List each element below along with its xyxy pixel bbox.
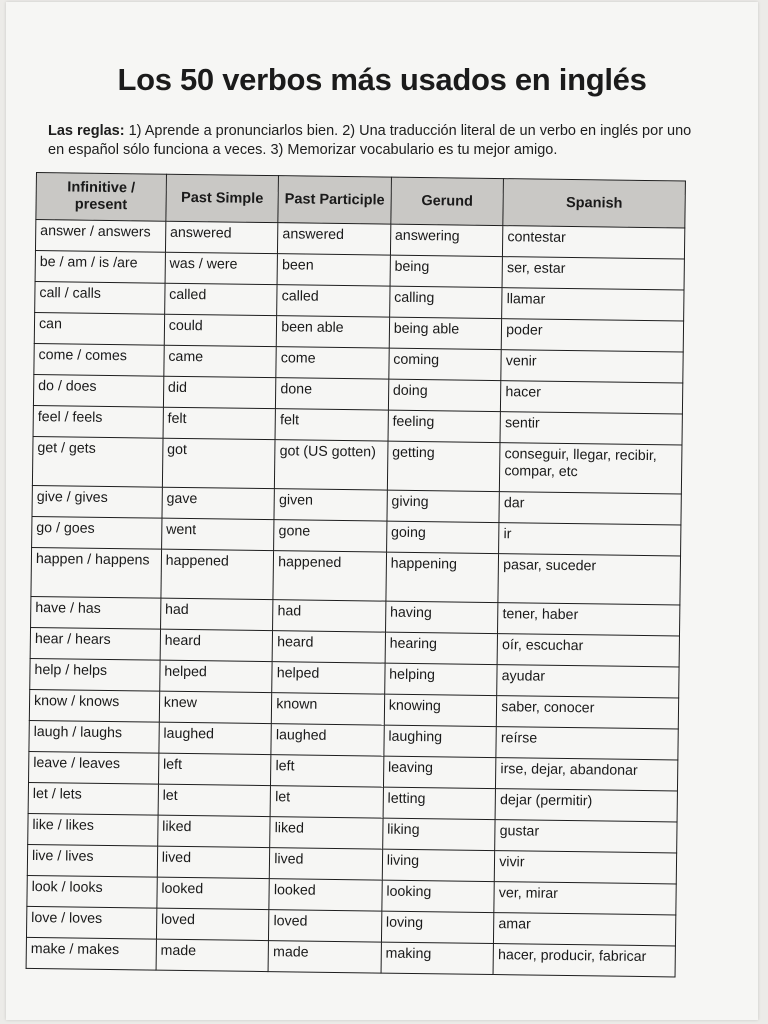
cell-past-simple: was / were [165,252,278,284]
cell-infinitive: be / am / is /are [35,250,165,283]
cell-infinitive: can [34,312,164,345]
cell-infinitive: make / makes [26,937,156,970]
cell-past-participle: gone [274,520,387,552]
cell-past-participle: helped [272,662,385,694]
cell-infinitive: hear / hears [30,627,160,660]
cell-infinitive: let / lets [28,782,158,815]
cell-infinitive: do / does [33,374,163,407]
cell-infinitive: get / gets [32,436,162,487]
cell-gerund: laughing [384,725,497,757]
header-infinitive: Infinitive / present [36,173,166,222]
cell-past-simple: lived [157,846,270,878]
cell-gerund: hearing [385,632,498,664]
cell-gerund: doing [388,379,501,411]
cell-spanish: hacer, producir, fabricar [493,944,675,977]
cell-past-participle: loved [269,910,382,942]
cell-past-simple: felt [163,407,276,439]
header-past-simple: Past Simple [166,174,279,222]
cell-spanish: irse, dejar, abandonar [496,758,678,791]
cell-infinitive: love / loves [26,906,156,939]
cell-gerund: letting [383,787,496,819]
cell-gerund: being able [389,317,502,349]
cell-past-participle: answered [278,223,391,255]
cell-past-participle: done [276,378,389,410]
cell-past-participle: lived [270,848,383,880]
cell-past-simple: let [158,784,271,816]
cell-spanish: ser, estar [502,257,684,290]
cell-past-simple: liked [157,815,270,847]
cell-past-simple: heard [160,629,273,661]
cell-past-simple: knew [159,691,272,723]
cell-past-participle: looked [269,879,382,911]
cell-past-participle: been [277,254,390,286]
cell-past-simple: loved [156,908,269,940]
cell-past-participle: had [273,600,386,632]
document-page [6,2,758,1020]
cell-past-participle: liked [270,817,383,849]
cell-past-simple: had [160,598,273,630]
cell-infinitive: like / likes [28,813,158,846]
cell-spanish: vivir [495,851,677,884]
cell-gerund: having [385,601,498,633]
cell-past-participle: happened [273,551,386,601]
cell-spanish: pasar, suceder [498,554,680,605]
cell-past-participle: let [270,786,383,818]
cell-infinitive: feel / feels [33,405,163,438]
cell-spanish: poder [501,319,683,352]
header-gerund: Gerund [391,177,504,225]
cell-gerund: going [386,521,499,553]
cell-gerund: getting [387,441,500,491]
cell-past-participle: given [274,489,387,521]
cell-gerund: leaving [383,756,496,788]
cell-gerund: making [381,942,494,974]
cell-past-simple: laughed [159,722,272,754]
cell-spanish: tener, haber [498,603,680,636]
cell-gerund: knowing [384,694,497,726]
cell-past-participle: known [272,693,385,725]
cell-gerund: feeling [388,410,501,442]
cell-infinitive: look / looks [27,875,157,908]
cell-past-participle: felt [275,409,388,441]
cell-infinitive: laugh / laughs [29,720,159,753]
cell-past-participle: heard [272,631,385,663]
cell-past-participle: left [271,755,384,787]
cell-infinitive: know / knows [29,689,159,722]
rules-paragraph [48,122,708,160]
cell-past-simple: called [164,283,277,315]
cell-past-participle: got (US gotten) [275,440,388,490]
cell-spanish: dar [499,492,681,525]
cell-gerund: being [390,255,503,287]
cell-infinitive: happen / happens [31,547,161,598]
header-spanish: Spanish [503,179,685,228]
cell-infinitive: answer / answers [35,220,165,253]
cell-gerund: living [382,849,495,881]
cell-past-simple: made [156,939,269,971]
cell-spanish: ver, mirar [494,882,676,915]
cell-infinitive: give / gives [32,485,162,518]
cell-past-simple: did [163,376,276,408]
table-body [26,220,685,977]
header-past-participle: Past Participle [278,176,391,224]
cell-past-simple: went [161,518,274,550]
cell-past-simple: gave [162,487,275,519]
cell-past-simple: got [162,438,275,488]
cell-spanish: saber, conocer [497,696,679,729]
cell-spanish: amar [494,913,676,946]
cell-gerund: helping [384,663,497,695]
cell-infinitive: come / comes [34,343,164,376]
cell-gerund: happening [386,552,499,602]
cell-past-simple: answered [165,221,278,253]
page-title: Los 50 verbos más usados en inglés [117,62,647,97]
table-row [31,547,681,604]
verb-table-wrapper [26,172,686,977]
cell-spanish: gustar [495,820,677,853]
cell-past-simple: came [164,345,277,377]
cell-spanish: hacer [501,381,683,414]
cell-infinitive: go / goes [32,516,162,549]
table-header-row [36,173,686,228]
cell-past-participle: laughed [271,724,384,756]
cell-past-simple: helped [160,660,273,692]
cell-past-participle: come [276,347,389,379]
cell-infinitive: live / lives [27,844,157,877]
cell-spanish: venir [501,350,683,383]
cell-gerund: calling [389,286,502,318]
cell-infinitive: help / helps [30,658,160,691]
rules-text: 1) Aprende a pronunciarlos bien. 2) Una traducción literal de un verbo en inglés por uno en español sólo funciona a veces. 3) Memorizar vocabulario es tu mejor amigo. [48,123,692,158]
cell-infinitive: have / has [31,596,161,629]
cell-past-simple: happened [161,549,274,599]
cell-spanish: contestar [503,226,685,259]
verb-table [26,172,686,977]
cell-spanish: llamar [502,288,684,321]
cell-gerund: coming [389,348,502,380]
cell-spanish: reírse [496,727,678,760]
cell-infinitive: call / calls [35,281,165,314]
cell-spanish: dejar (permitir) [495,789,677,822]
cell-spanish: oír, escuchar [497,634,679,667]
cell-past-participle: called [277,285,390,317]
cell-past-participle: made [268,941,381,973]
cell-past-participle: been able [277,316,390,348]
cell-past-simple: looked [157,877,270,909]
cell-gerund: loving [381,911,494,943]
cell-past-simple: left [158,753,271,785]
cell-gerund: giving [387,490,500,522]
cell-gerund: looking [382,880,495,912]
cell-gerund: liking [382,818,495,850]
rules-label: Las reglas: [48,123,125,139]
cell-spanish: ayudar [497,665,679,698]
cell-gerund: answering [390,224,503,256]
cell-spanish: ir [499,523,681,556]
cell-spanish: sentir [500,412,682,445]
cell-infinitive: leave / leaves [29,751,159,784]
cell-past-simple: could [164,314,277,346]
cell-spanish: conseguir, llegar, recibir, compar, etc [500,443,682,494]
table-row [32,436,682,493]
